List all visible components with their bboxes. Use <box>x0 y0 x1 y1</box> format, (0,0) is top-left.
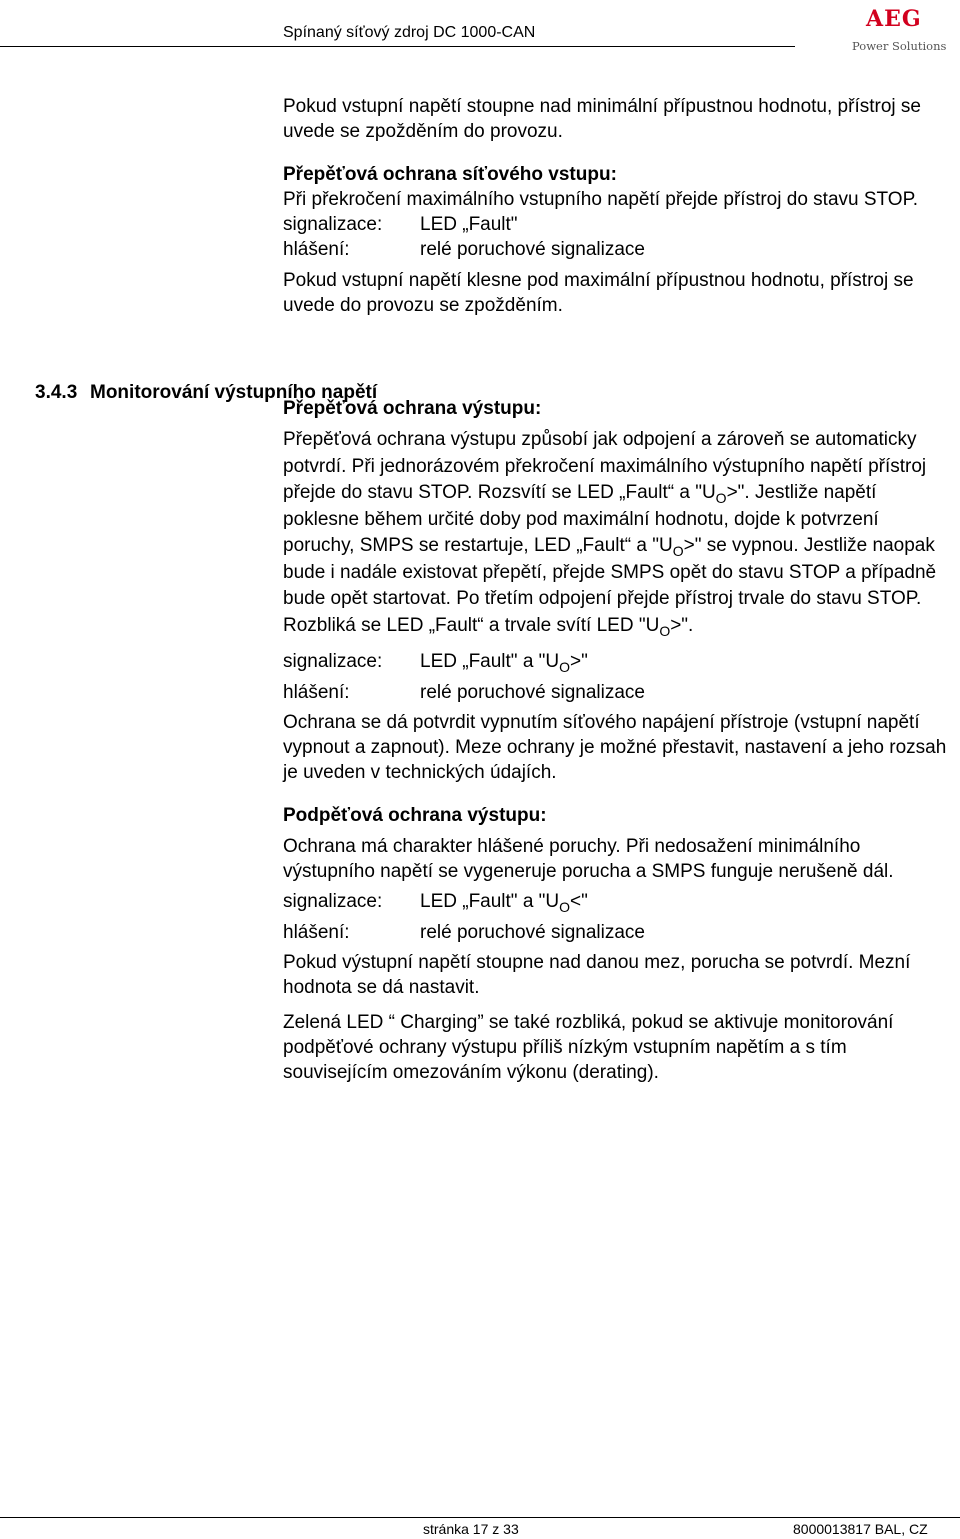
output-overvoltage-signal <box>283 649 948 675</box>
output-undervoltage-text: Ochrana má charakter hlášené poruchy. Při nedosažení minimálního výstupního napětí se vygeneruje porucha a SMPS funguje nerušeně dál. <box>283 836 894 882</box>
report-label: hlášení: <box>283 682 350 703</box>
report-value: relé poruchové signalizace <box>420 922 645 943</box>
output-undervoltage-after2: Zelená LED “ Charging” se také rozbliká, pokud se aktivuje monitorování podpěťové ochrany výstupu příliš nízkým vstupním napětím a s tím souvisejícím omezováním výkonu (derating). <box>283 1012 894 1083</box>
output-undervoltage-signal <box>283 889 948 915</box>
signal-label: signalizace: <box>283 214 383 235</box>
input-overvoltage-report <box>283 237 948 262</box>
report-value: relé poruchové signalizace <box>420 239 645 260</box>
output-overvoltage-report <box>283 680 948 705</box>
output-overvoltage-heading: Přepěťová ochrana výstupu: <box>283 398 542 419</box>
section-number: 3.4.3 <box>35 382 78 403</box>
output-overvoltage-text: Přepěťová ochrana výstupu způsobí jak odpojení a zároveň se automaticky potvrdí. Při jednorázovém překročení maximálního výstupního napětí přístroj přejde do stavu STOP. Rozsvítí se LED „Fault“ a "$U_O>$". Jestliže napětí poklesne během určité doby pod maximální hodnotu, dojde k potvrzení poruchy, SMPS se restartuje, LED „Fault“ a "$U_O>$" se vypnou. Jestliže naopak bude i nadále existovat přepětí, přejde SMPS opět do stavu STOP a případně bude opět startovat. Po třetím odpojení přejde přístroj trvale do stavu STOP. Rozbliká se LED „Fault“ a trvale svítí LED "$U_O>$". <box>283 429 937 639</box>
intro-paragraph: Pokud vstupní napětí stoupne nad minimální přípustnou hodnotu, přístroj se uvede se zpožděním do provozu. <box>283 96 921 142</box>
input-overvoltage-text: Při překročení maximálního vstupního napětí přejde přístroj do stavu STOP. <box>283 189 919 210</box>
signal-value: LED „Fault" a "$U_O>$" <box>420 651 588 675</box>
document-id: 8000013817 BAL, CZ <box>793 1521 928 1537</box>
document-body <box>283 94 948 1085</box>
logo-subtitle: Power Solutions <box>852 39 947 53</box>
header-rule <box>0 46 795 47</box>
aeg-logo <box>852 4 947 54</box>
input-overvoltage-heading: Přepěťová ochrana síťového vstupu: <box>283 164 617 185</box>
output-overvoltage-after: Ochrana se dá potvrdit vypnutím síťového napájení přístroje (vstupní napětí vypnout a zapnout). Meze ochrany je možné přestavit, nastavení a jeho rozsah je uveden v technických údajích. <box>283 712 947 783</box>
input-overvoltage-signal <box>283 212 948 237</box>
output-undervoltage-heading: Podpěťová ochrana výstupu: <box>283 805 547 826</box>
footer-rule <box>0 1517 960 1518</box>
input-overvoltage-after: Pokud vstupní napětí klesne pod maximální přípustnou hodnotu, přístroj se uvede do provozu se zpožděním. <box>283 270 914 316</box>
section-title: Monitorování výstupního napětí <box>90 382 378 403</box>
output-undervoltage-report <box>283 920 948 945</box>
output-undervoltage-after1: Pokud výstupní napětí stoupne nad danou mez, porucha se potvrdí. Mezní hodnota se dá nastavit. <box>283 952 911 998</box>
signal-value: LED „Fault" a "$U_O<$" <box>420 891 588 915</box>
report-label: hlášení: <box>283 239 350 260</box>
header-title: Spínaný síťový zdroj DC 1000-CAN <box>283 24 536 41</box>
report-label: hlášení: <box>283 922 350 943</box>
signal-value: LED „Fault" <box>420 214 518 235</box>
signal-label: signalizace: <box>283 651 383 672</box>
report-value: relé poruchové signalizace <box>420 682 645 703</box>
logo-word: AEG <box>866 6 922 32</box>
signal-label: signalizace: <box>283 891 383 912</box>
page-number: stránka 17 z 33 <box>423 1521 519 1537</box>
